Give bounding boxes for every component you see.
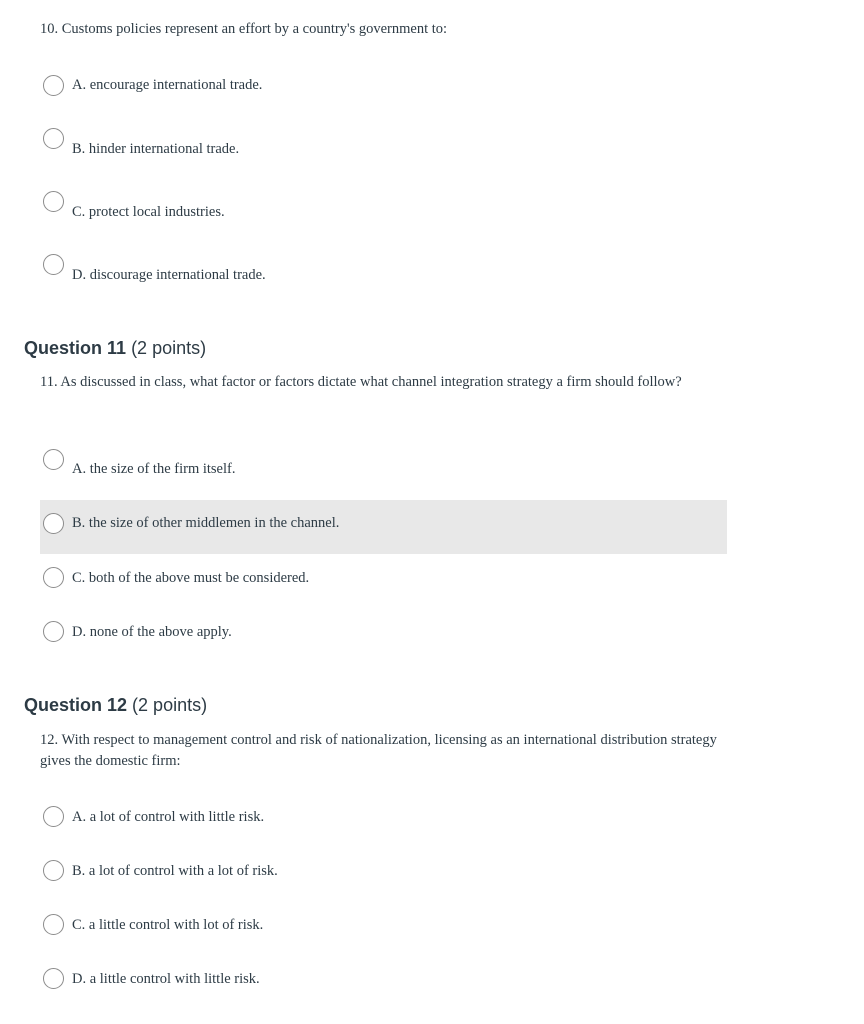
option-label: A. the size of the firm itself. bbox=[72, 461, 236, 477]
radio-button[interactable] bbox=[43, 254, 64, 275]
option-label: C. a little control with lot of risk. bbox=[72, 917, 264, 933]
radio-button[interactable] bbox=[43, 806, 64, 827]
question-10-option-c[interactable] bbox=[40, 185, 727, 239]
radio-button[interactable] bbox=[43, 860, 64, 881]
option-label: B. a lot of control with a lot of risk. bbox=[72, 863, 278, 879]
question-10-option-b[interactable] bbox=[40, 122, 727, 176]
question-12-option-a[interactable] bbox=[40, 793, 727, 847]
question-11-option-c[interactable] bbox=[40, 554, 727, 608]
option-label: C. protect local industries. bbox=[72, 204, 225, 220]
option-label: D. a little control with little risk. bbox=[72, 971, 260, 987]
radio-button[interactable] bbox=[43, 513, 64, 534]
option-label: B. the size of other middlemen in the channel. bbox=[72, 515, 340, 531]
question-12-option-c[interactable] bbox=[40, 901, 727, 955]
question-12-option-b[interactable] bbox=[40, 847, 727, 901]
radio-button[interactable] bbox=[43, 449, 64, 470]
radio-button[interactable] bbox=[43, 914, 64, 935]
option-label: A. encourage international trade. bbox=[72, 77, 263, 93]
option-label: B. hinder international trade. bbox=[72, 141, 240, 157]
question-12-heading bbox=[24, 694, 207, 716]
question-11-option-a[interactable] bbox=[40, 442, 727, 496]
question-11-heading bbox=[24, 337, 206, 359]
question-10-option-d[interactable] bbox=[40, 248, 727, 302]
question-number: Question 12 bbox=[24, 695, 128, 715]
radio-button[interactable] bbox=[43, 968, 64, 989]
question-11-text: 11. As discussed in class, what factor or factors dictate what channel integration strategy a firm should follow? bbox=[40, 374, 682, 390]
question-11-option-b[interactable] bbox=[40, 500, 727, 554]
question-12-option-d[interactable] bbox=[40, 955, 727, 1009]
radio-button[interactable] bbox=[43, 567, 64, 588]
question-points: (2 points) bbox=[132, 695, 208, 715]
question-12-text: 12. With respect to management control and risk of nationalization, licensing as an international distribution strategy gives the domestic firm: bbox=[40, 732, 717, 769]
option-label: C. both of the above must be considered. bbox=[72, 570, 310, 586]
radio-button[interactable] bbox=[43, 191, 64, 212]
question-10-option-a[interactable] bbox=[40, 58, 727, 112]
question-10-text: 10. Customs policies represent an effort by a country's government to: bbox=[40, 21, 448, 37]
radio-button[interactable] bbox=[43, 75, 64, 96]
question-number: Question 11 bbox=[24, 338, 127, 358]
question-11-option-d[interactable] bbox=[40, 608, 727, 662]
option-label: A. a lot of control with little risk. bbox=[72, 809, 265, 825]
radio-button[interactable] bbox=[43, 621, 64, 642]
option-label: D. none of the above apply. bbox=[72, 624, 232, 640]
option-label: D. discourage international trade. bbox=[72, 267, 266, 283]
question-points: (2 points) bbox=[131, 338, 207, 358]
radio-button[interactable] bbox=[43, 128, 64, 149]
